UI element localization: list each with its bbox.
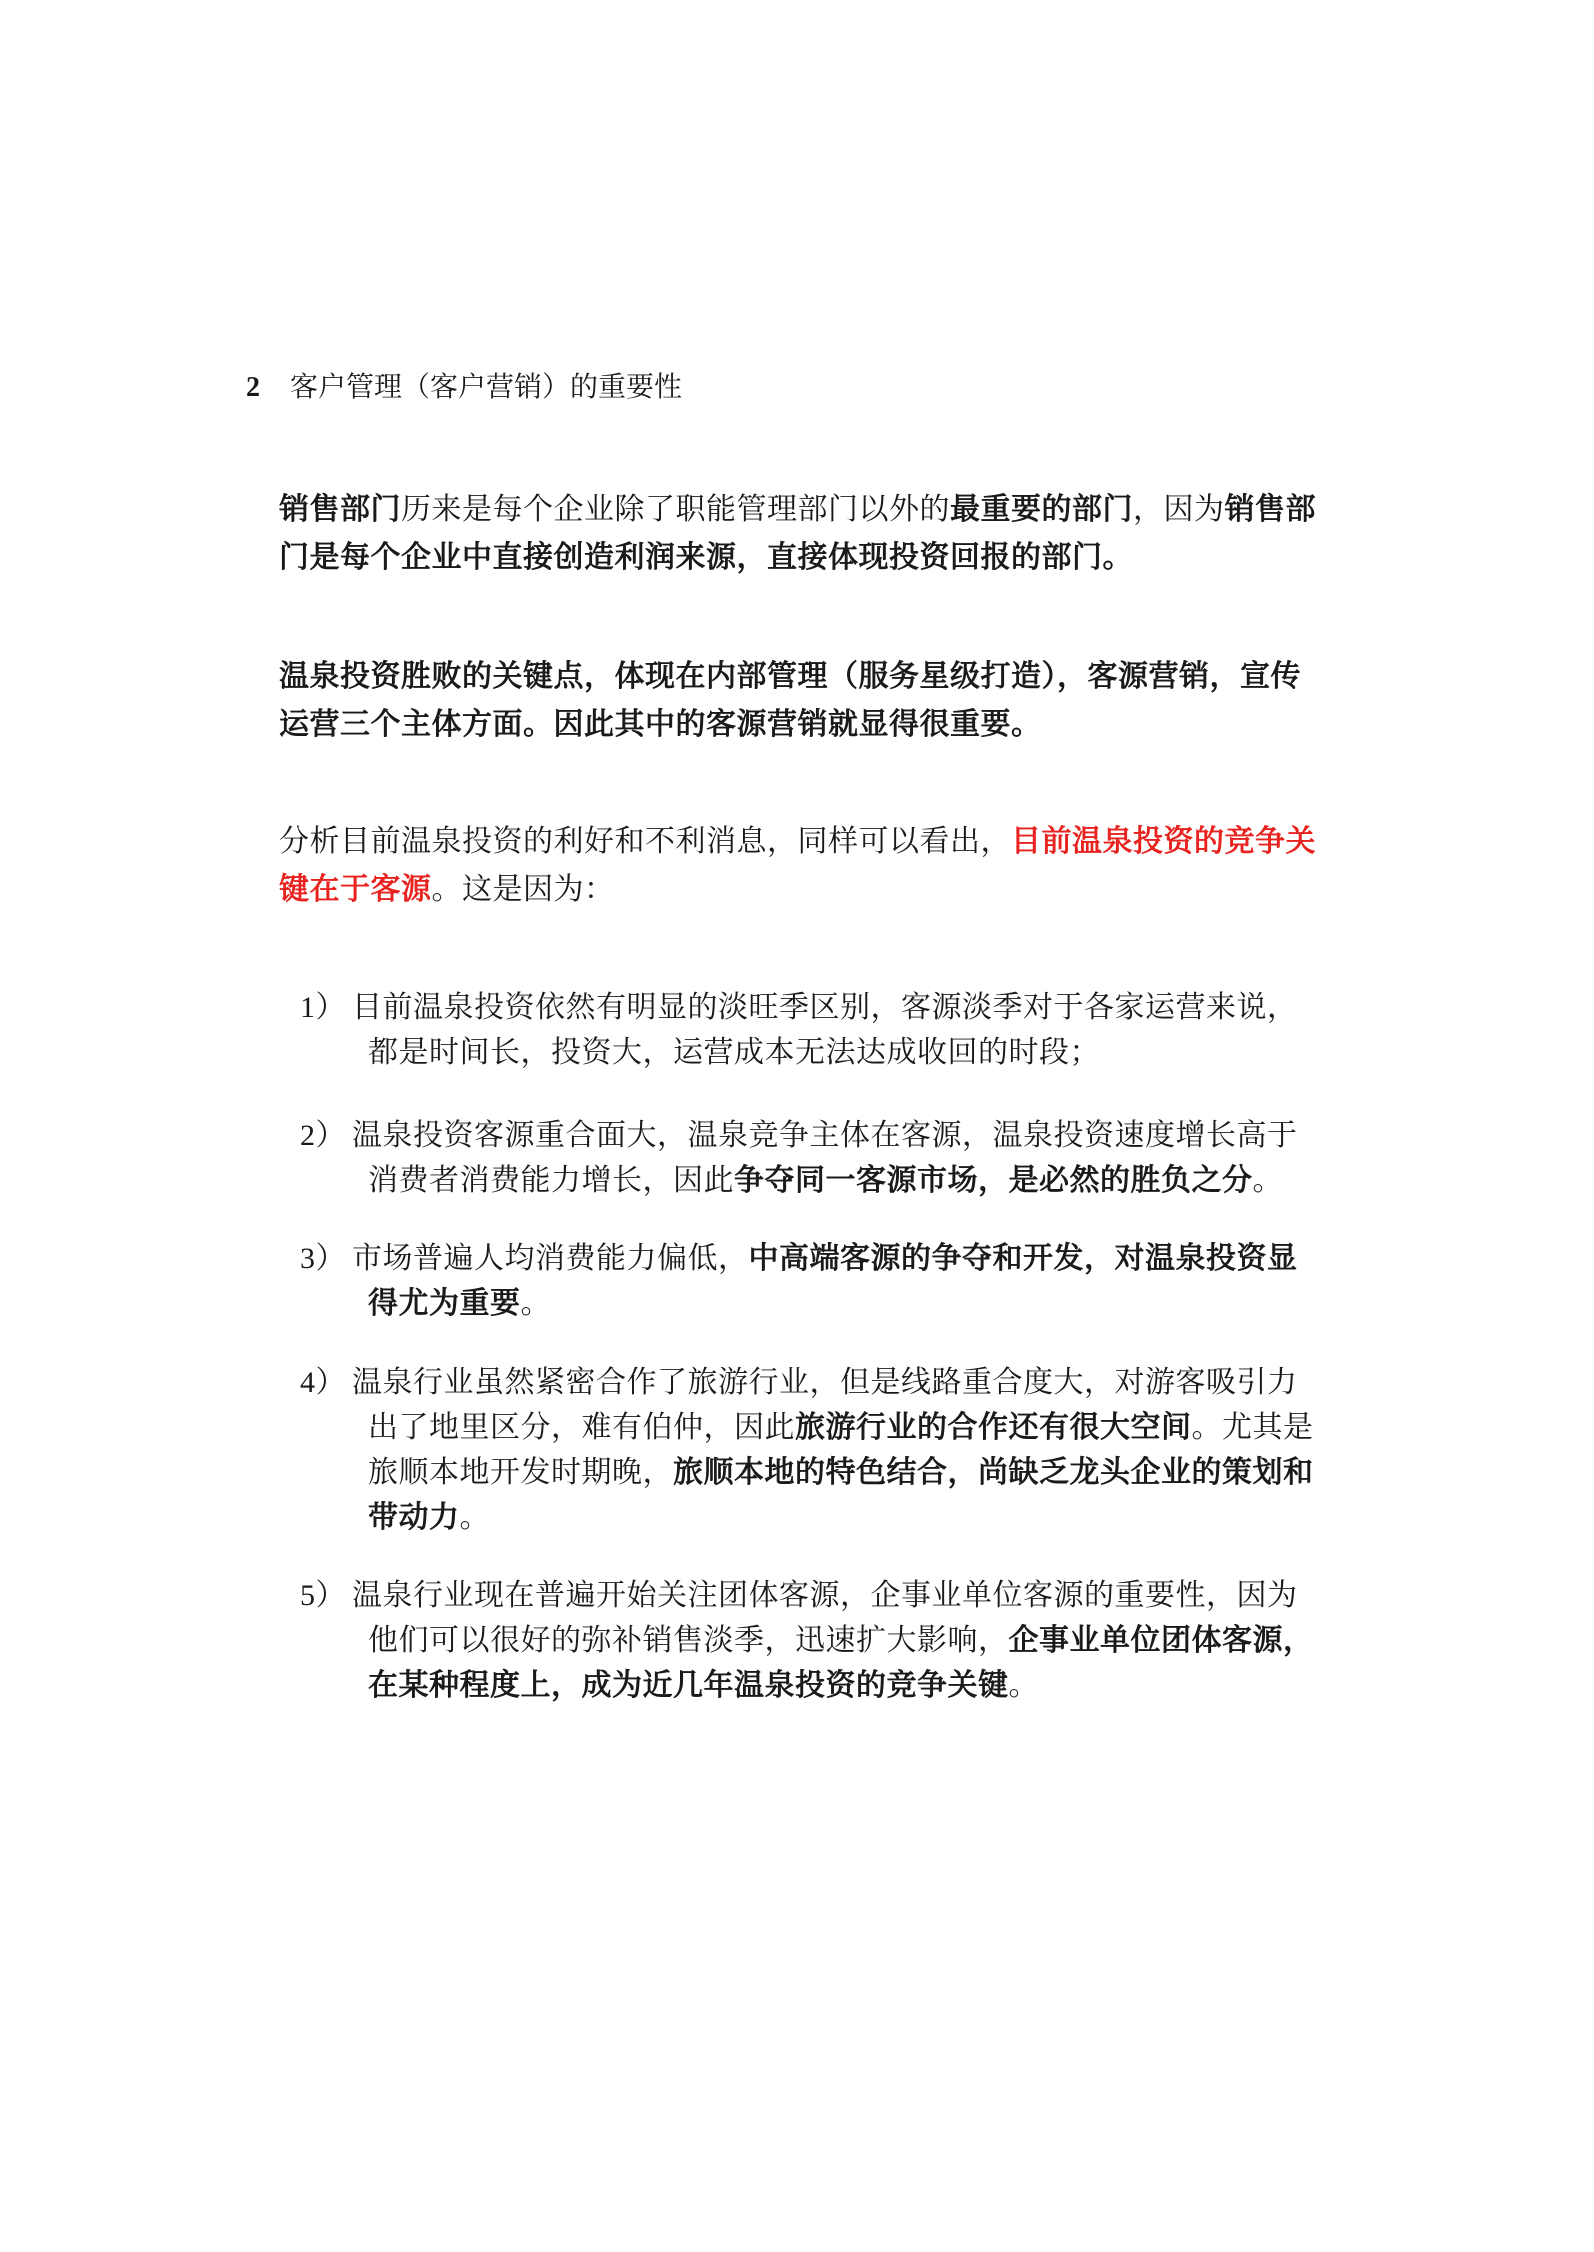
text-bold: 带动力 — [368, 1500, 460, 1535]
text-bold: 在某种程度上，成为近几年温泉投资的竞争关键 — [368, 1668, 1009, 1703]
text-line-wrap — [300, 1450, 1360, 1495]
text-line-wrap — [300, 1618, 1360, 1663]
text-line-wrap — [300, 1281, 1360, 1326]
text-bold: 企事业单位团体客源， — [1008, 1623, 1314, 1658]
text-line-wrap — [300, 1158, 1360, 1203]
text-plain: 。 — [1252, 1163, 1283, 1198]
text-bold: 争夺同一客源市场，是必然的胜负之分 — [734, 1163, 1253, 1198]
text-plain: 历来是每个企业除了职能管理部门以外的 — [401, 492, 950, 527]
list-marker: 3） — [300, 1242, 346, 1275]
text-line: 温泉行业虽然紧密合作了旅游行业，但是线路重合度大，对游客吸引力 — [352, 1365, 1298, 1400]
text-plain: 旅顺本地开发时期晚， — [368, 1455, 673, 1490]
text-line-wrap — [300, 1663, 1360, 1708]
text-bold: 旅顺本地的特色结合，尚缺乏龙头企业的策划和 — [673, 1455, 1314, 1490]
section-title: 客户管理（客户营销）的重要性 — [290, 370, 683, 403]
text-sales-dept-2: 销售部 — [1224, 492, 1316, 527]
text-plain: 。 — [520, 1286, 551, 1321]
text-line: 温泉投资胜败的关键点，体现在内部管理（服务星级打造），客源营销，宣传 — [279, 659, 1301, 694]
text-profit-source: 门是每个企业中直接创造利润来源，直接体现投资回报的部门。 — [279, 540, 1133, 575]
text-plain: 分析目前温泉投资的利好和不利消息，同样可以看出， — [279, 824, 1011, 859]
text-sales-dept: 销售部门 — [279, 492, 401, 527]
text-plain: 消费者消费能力增长，因此 — [368, 1163, 734, 1198]
list-item-2 — [300, 1113, 1360, 1203]
text-highlight-red: 键在于客源 — [279, 872, 432, 907]
text-plain: 。这是因为： — [431, 872, 615, 907]
paragraph-sales-department — [279, 486, 1359, 582]
text-line: 都是时间长，投资大，运营成本无法达成收回的时段； — [368, 1035, 1100, 1070]
text-line-wrap — [300, 1405, 1360, 1450]
section-heading — [246, 362, 682, 413]
list-marker: 5） — [300, 1579, 346, 1612]
list-item-1 — [300, 985, 1360, 1075]
text-line-wrap — [300, 1495, 1360, 1540]
text-plain: 市场普遍人均消费能力偏低， — [352, 1241, 749, 1276]
text-plain: 。 — [459, 1500, 490, 1535]
text-plain: 他们可以很好的弥补销售淡季，迅速扩大影响， — [368, 1623, 1009, 1658]
text-bold: 得尤为重要 — [368, 1286, 521, 1321]
list-item-3 — [300, 1236, 1360, 1326]
list-item-5 — [300, 1573, 1360, 1708]
section-number: 2 — [246, 372, 260, 403]
text-plain: 。尤其是 — [1191, 1410, 1314, 1445]
text-line: 温泉行业现在普遍开始关注团体客源，企事业单位客源的重要性，因为 — [352, 1578, 1298, 1613]
list-marker: 4） — [300, 1366, 346, 1399]
text-most-important: 最重要的部门 — [950, 492, 1133, 527]
text-highlight-red: 目前温泉投资的竞争关 — [1011, 824, 1316, 859]
text-line: 目前温泉投资依然有明显的淡旺季区别，客源淡季对于各家运营来说， — [352, 990, 1298, 1025]
text-line: 温泉投资客源重合面大，温泉竞争主体在客源，温泉投资速度增长高于 — [352, 1118, 1298, 1153]
text-plain: ，因为 — [1133, 492, 1225, 527]
list-item-4 — [300, 1360, 1360, 1540]
text-bold: 中高端客源的争夺和开发，对温泉投资显 — [748, 1241, 1298, 1276]
paragraph-key-points — [279, 653, 1359, 749]
text-bold: 旅游行业的合作还有很大空间 — [795, 1410, 1192, 1445]
list-marker: 2） — [300, 1119, 346, 1152]
list-marker: 1） — [300, 991, 346, 1024]
text-plain: 。 — [1008, 1668, 1039, 1703]
paragraph-analysis — [279, 818, 1359, 914]
text-line: 运营三个主体方面。因此其中的客源营销就显得很重要。 — [279, 707, 1042, 742]
text-plain: 出了地里区分，难有伯仲，因此 — [368, 1410, 795, 1445]
